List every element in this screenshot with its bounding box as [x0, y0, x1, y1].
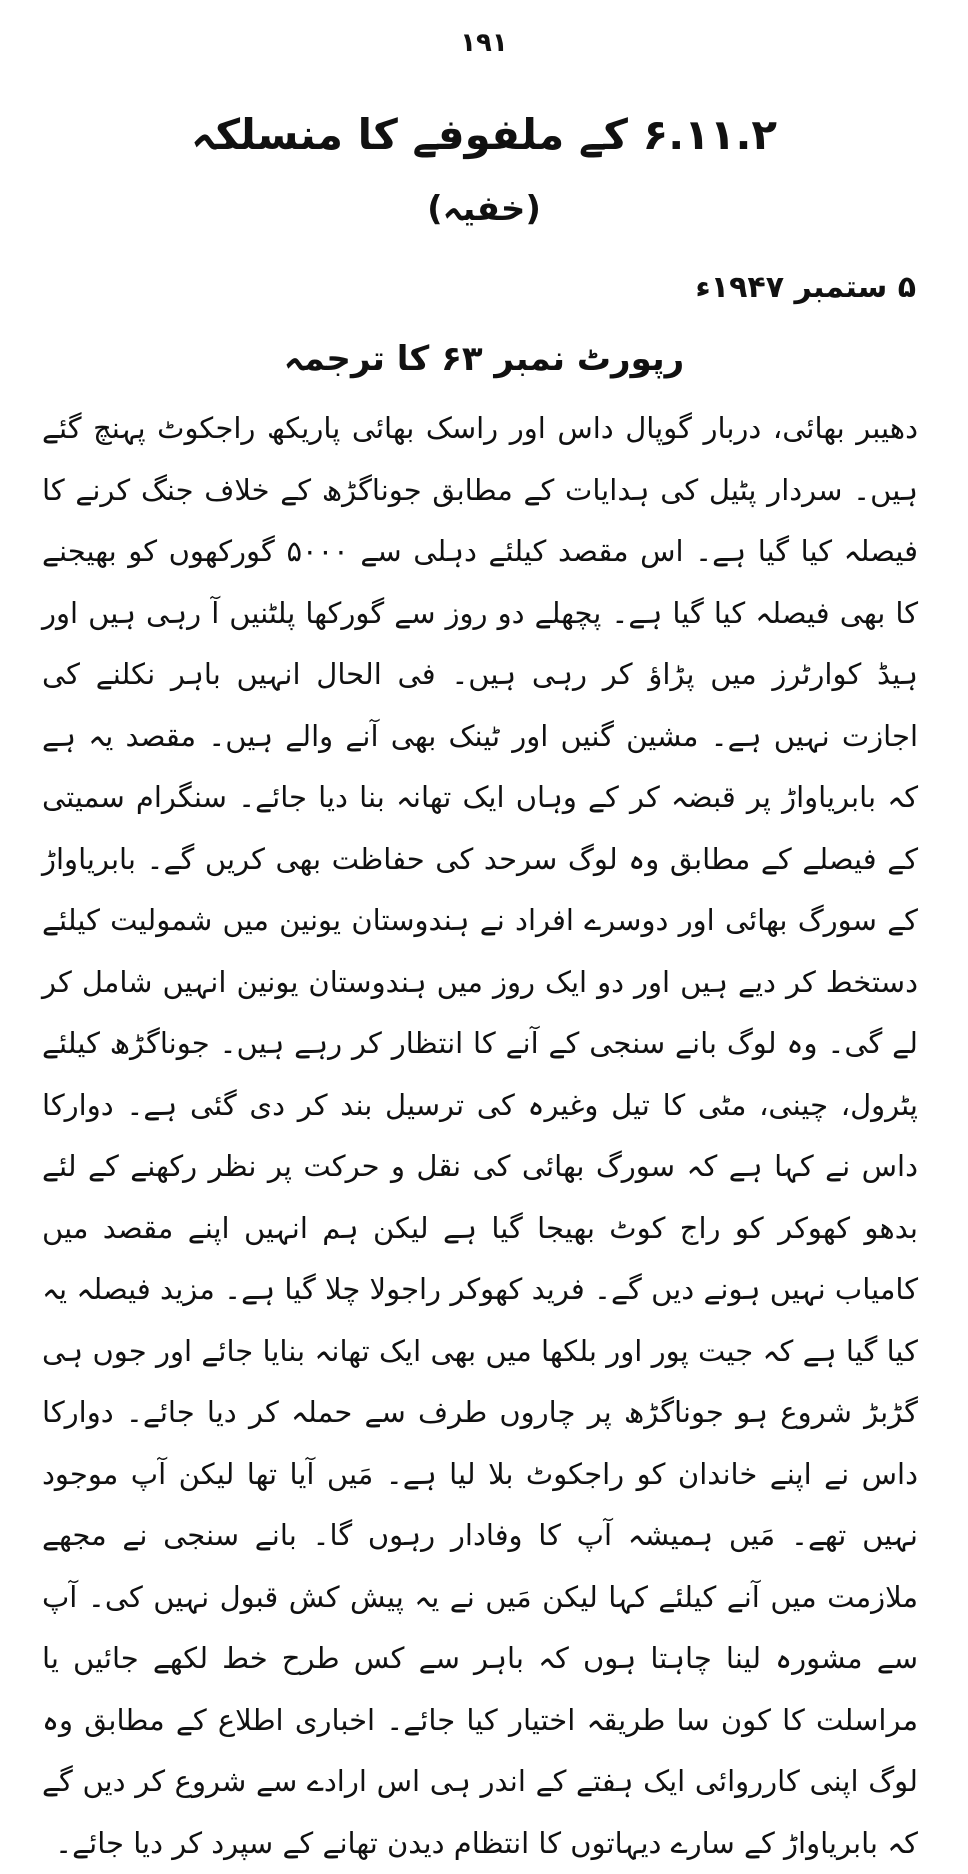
report-heading: رپورٹ نمبر ۶۳ کا ترجمہ — [283, 339, 685, 379]
page-number: ۱۹۱ — [460, 28, 508, 58]
report-body-paragraph: دھیبر بھائی، دربار گوپال داس اور راسک بھائی پاریکھ راجکوٹ پہنچ گئے ہیں۔ سردار پٹیل کی ہدایات کے مطابق جوناگڑھ کے خلاف جنگ کرنے کا فیصلہ کیا گیا ہے۔ اس مقصد کیلئے دہلی سے ۵۰۰۰ گورکھوں کو بھیجنے کا بھی فیصلہ کیا گیا ہے۔ پچھلے دو روز سے گورکھا پلٹنیں آ رہی ہیں اور ہیڈ کوارٹرز میں پڑاؤ کر رہی ہیں۔ فی الحال انہیں باہر نکلنے کی اجازت نہیں ہے۔ مشین گنیں اور ٹینک بھی آنے والے ہیں۔ مقصد یہ ہے کہ بابریاواڑ پر قبضہ کر کے وہاں ایک تھانہ بنا دیا جائے۔ سنگرام سمیتی کے فیصلے کے مطابق وہ لوگ سرحد کی حفاظت بھی کریں گے۔ بابریاواڑ کے سورگ بھائی اور دوسرے افراد نے ہندوستان یونین میں شمولیت کیلئے دستخط کر دیے ہیں اور دو ایک روز میں ہندوستان یونین انہیں شامل کر لے گی۔ وہ لوگ بانے سنجی کے آنے کا انتظار کر رہے ہیں۔ جوناگڑھ کیلئے پٹرول، چینی، مٹی کا تیل وغیرہ کی ترسیل بند کر دی گئی ہے۔ دوارکا داس نے کہا ہے کہ سورگ بھائی کی نقل و حرکت پر نظر رکھنے کے لئے بدھو کھوکر کو راج کوٹ بھیجا گیا ہے لیکن ہم انہیں اپنے مقصد میں کامیاب نہیں ہونے دیں گے۔ فرید کھوکر راجولا چلا گیا ہے۔ مزید فیصلہ یہ کیا گیا ہے کہ جیت پور اور بلکھا میں بھی ایک تھانہ بنایا جائے اور جوں ہی گڑبڑ شروع ہو جوناگڑھ پر چاروں طرف سے حملہ کر دیا جائے۔ دوارکا داس نے اپنے خاندان کو راجکوٹ بلا لیا ہے۔ مَیں آیا تھا لیکن آپ موجود نہیں تھے۔ مَیں ہمیشہ آپ کا وفادار رہوں گا۔ بانے سنجی نے مجھے ملازمت میں آنے کیلئے کہا لیکن مَیں نے یہ پیش کش قبول نہیں کی۔ آپ سے مشورہ لینا چاہتا ہوں کہ باہر سے کس طرح خط لکھے جائیں یا مراسلت کا کون سا طریقہ اختیار کیا جائے۔ اخباری اطلاع کے مطابق وہ لوگ اپنی کارروائی ایک ہفتے کے اندر ہی اس ارادے سے شروع کر دیں گے کہ بابریاواڑ کے سارے دیہاتوں کا انتظام دیدن تھانے کے سپرد کر دیا جائے۔ — [42, 411, 919, 1860]
classification-label: (خفیہ) — [427, 189, 541, 229]
page-title: ۶.۱۱.۲ کے ملفوفے کا منسلکہ — [190, 110, 778, 159]
document-date: ۵ ستمبر ۱۹۴۷ء — [695, 270, 916, 305]
